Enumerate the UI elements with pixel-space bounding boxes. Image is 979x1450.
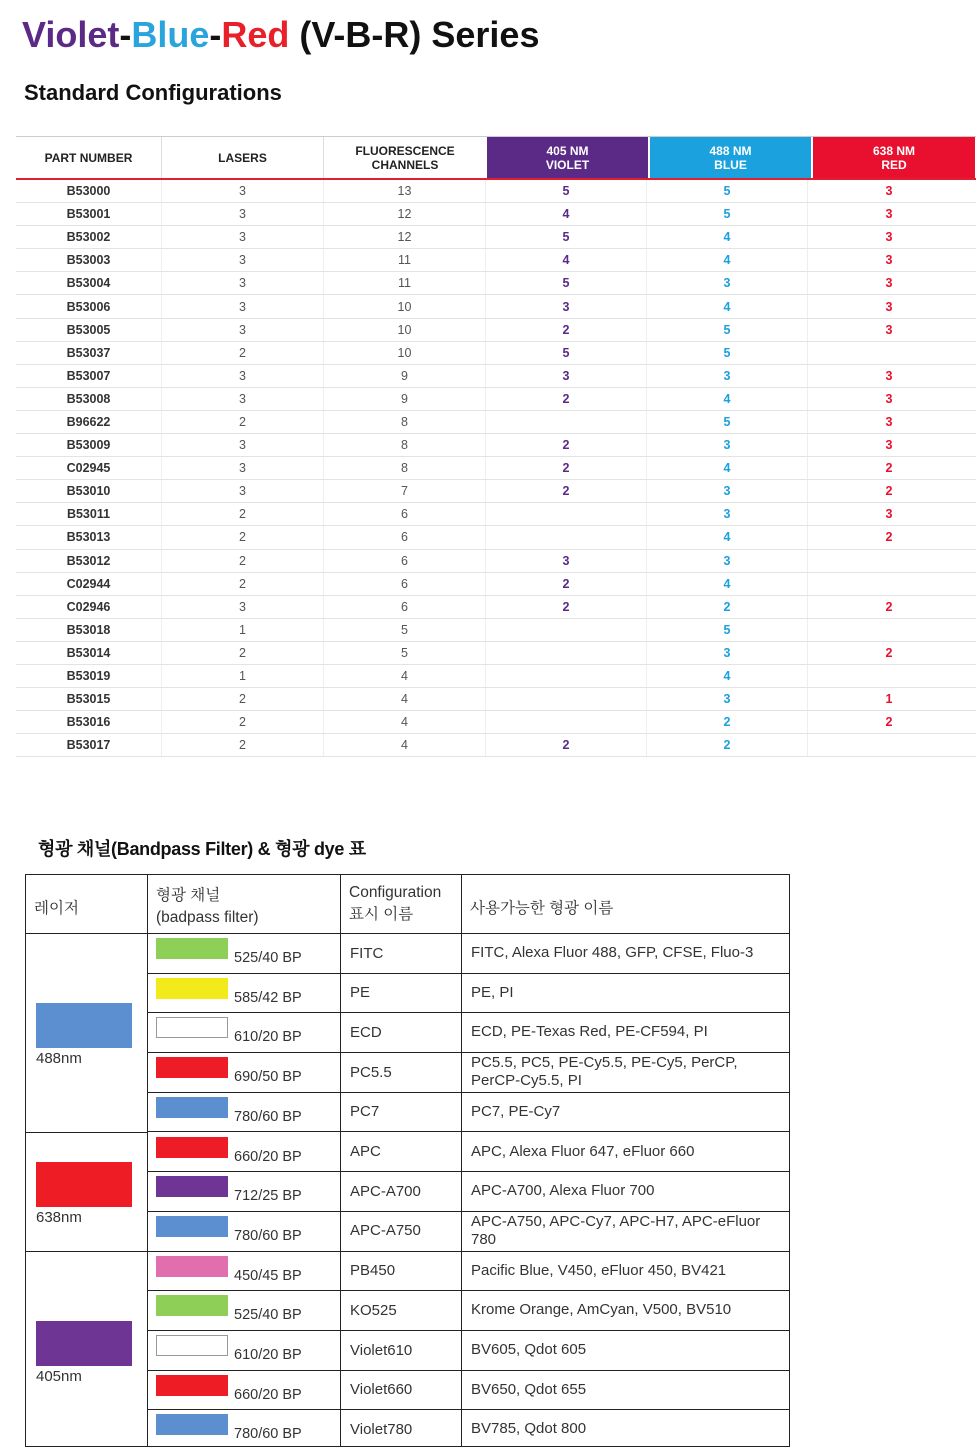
filter-row: [148, 1410, 789, 1450]
filter-bandpass: 780/60 BP: [234, 1108, 302, 1125]
header-405nm-violet: [487, 137, 648, 178]
header-red-line2: RED: [881, 157, 907, 172]
filter-config-name: APC-A750: [350, 1222, 421, 1240]
filter-color-swatch: [156, 1137, 228, 1158]
filter-config-name: Violet780: [350, 1420, 413, 1438]
filter-config-name: PB450: [350, 1262, 396, 1280]
cell-channels: 10: [324, 342, 486, 364]
filter-color-swatch: [156, 978, 228, 999]
cell-lasers: 3: [162, 319, 324, 341]
cell-channels: 11: [324, 249, 486, 271]
laser-color-swatch: [36, 1321, 132, 1366]
cell-red: 3: [885, 391, 893, 406]
table-row: [16, 365, 976, 388]
cell-red: 2: [885, 461, 893, 476]
cell-channels: 10: [324, 295, 486, 317]
cell-lasers: 3: [162, 203, 324, 225]
filter-color-swatch: [156, 1216, 228, 1237]
filter-bandpass: 780/60 BP: [234, 1426, 302, 1443]
filter-row: [148, 1133, 789, 1173]
cell-lasers: 3: [162, 249, 324, 271]
filter-color-swatch: [156, 938, 228, 959]
cell-lasers: 3: [162, 365, 324, 387]
cell-blue: 3: [647, 688, 808, 710]
cell-red: 3: [885, 230, 893, 245]
filter-bandpass: 610/20 BP: [234, 1347, 302, 1363]
cell-violet: [486, 665, 647, 687]
laser-label: 488nm: [36, 1050, 82, 1068]
cell-violet: 3: [486, 295, 647, 317]
header-violet-line2: VIOLET: [545, 157, 590, 172]
cell-part-number: B53019: [16, 665, 162, 687]
filter-dyes: PC5.5, PC5, PE-Cy5.5, PE-Cy5, PerCP, PerCP-Cy5.5, PI: [471, 1054, 738, 1090]
table-row: [16, 226, 976, 249]
header-part-number: PART NUMBER: [16, 137, 162, 178]
cell-channels: 11: [324, 272, 486, 294]
filter-bandpass: 660/20 BP: [234, 1386, 302, 1403]
table-row: [16, 734, 976, 757]
cell-red: 3: [885, 276, 893, 291]
table-row: [16, 295, 976, 318]
cell-lasers: 2: [162, 688, 324, 710]
cell-red: 3: [885, 253, 893, 268]
filter-config-name: PC5.5: [350, 1063, 392, 1081]
filter-bandpass: 660/20 BP: [234, 1148, 302, 1165]
cell-channels: 9: [324, 365, 486, 387]
configurations-table: [16, 136, 976, 757]
title-rest: (V-B-R) Series: [289, 14, 540, 55]
title-red: Red: [221, 14, 290, 55]
cell-channels: 4: [324, 665, 486, 687]
header-channel: [148, 875, 341, 933]
cell-blue: 4: [647, 526, 808, 548]
cell-red: 3: [885, 207, 893, 222]
cell-part-number: B53005: [16, 319, 162, 341]
cell-channels: 5: [324, 642, 486, 664]
filter-config-name: FITC: [350, 944, 384, 962]
header-fluor-line2: CHANNELS: [371, 157, 439, 172]
cell-violet: 2: [486, 480, 647, 502]
header-blue-line1: 488 NM: [709, 143, 752, 158]
cell-blue: 4: [647, 295, 808, 317]
cell-lasers: 1: [162, 619, 324, 641]
cell-violet: [486, 503, 647, 525]
table-row: [16, 342, 976, 365]
cell-lasers: 2: [162, 642, 324, 664]
cell-part-number: B53017: [16, 734, 162, 756]
cell-violet: 2: [486, 573, 647, 595]
header-638nm-red: [813, 137, 975, 178]
cell-violet: [486, 711, 647, 733]
cell-part-number: B53009: [16, 434, 162, 456]
cell-red: [808, 573, 970, 595]
title-blue: Blue: [131, 14, 210, 55]
header-config-line1: Configuration: [349, 884, 442, 901]
cell-channels: 13: [324, 180, 486, 202]
cell-red: 2: [885, 599, 893, 614]
filter-row: [148, 1371, 789, 1411]
filter-config-name: PC7: [350, 1103, 380, 1121]
cell-blue: 2: [647, 734, 808, 756]
filter-config-name: ECD: [350, 1023, 382, 1041]
header-fluorescence-channels: [324, 137, 486, 178]
cell-blue: 3: [647, 480, 808, 502]
cell-lasers: 3: [162, 434, 324, 456]
cell-lasers: 3: [162, 295, 324, 317]
header-channel-line1: 형광 채널: [156, 887, 221, 904]
cell-violet: [486, 411, 647, 433]
cell-blue: 3: [647, 365, 808, 387]
cell-blue: 3: [647, 434, 808, 456]
filter-dyes: APC, Alexa Fluor 647, eFluor 660: [471, 1142, 695, 1160]
filter-dyes: BV650, Qdot 655: [471, 1380, 587, 1398]
table-row: [16, 665, 976, 688]
cell-part-number: B53014: [16, 642, 162, 664]
table-row: [16, 573, 976, 596]
cell-part-number: B53016: [16, 711, 162, 733]
cell-lasers: 3: [162, 596, 324, 618]
cell-part-number: B53012: [16, 550, 162, 572]
filter-dyes: FITC, Alexa Fluor 488, GFP, CFSE, Fluo-3: [471, 944, 754, 961]
header-red-line1: 638 NM: [872, 143, 916, 158]
cell-violet: 4: [486, 203, 647, 225]
table-row: [16, 619, 976, 642]
filter-config-name: APC: [350, 1143, 381, 1160]
cell-blue: 2: [647, 711, 808, 733]
header-channel-line2: (badpass filter): [156, 909, 259, 926]
cell-blue: 5: [647, 342, 808, 364]
cell-blue: 3: [647, 550, 808, 572]
cell-channels: 10: [324, 319, 486, 341]
cell-channels: 8: [324, 411, 486, 433]
filter-bandpass: 712/25 BP: [234, 1188, 302, 1205]
cell-violet: 2: [486, 457, 647, 479]
cell-violet: [486, 619, 647, 641]
cell-lasers: 1: [162, 665, 324, 687]
header-configuration: [341, 875, 462, 933]
cell-blue: 4: [647, 226, 808, 248]
cell-blue: 4: [647, 388, 808, 410]
filter-color-swatch: [156, 1097, 228, 1118]
cell-violet: 3: [486, 365, 647, 387]
filter-config-name: Violet660: [350, 1381, 413, 1399]
filter-dyes: PC7, PE-Cy7: [471, 1102, 561, 1120]
filter-dye-table: [25, 874, 790, 1447]
cell-lasers: 3: [162, 180, 324, 202]
filter-row: [148, 1013, 789, 1053]
filter-row: [148, 974, 789, 1014]
filter-dyes: Pacific Blue, V450, eFluor 450, BV421: [471, 1261, 727, 1279]
cell-lasers: 2: [162, 734, 324, 756]
cell-violet: 5: [486, 180, 647, 202]
header-lasers: LASERS: [162, 137, 324, 178]
table-row: [16, 480, 976, 503]
cell-red: 3: [885, 184, 893, 199]
laser-group: [26, 1133, 148, 1252]
cell-red: 2: [885, 715, 893, 730]
table-row: [16, 180, 976, 203]
header-config-line2: 표시 이름: [349, 906, 414, 923]
title-dash: -: [209, 14, 222, 55]
laser-label: 405nm: [36, 1367, 82, 1385]
cell-lasers: 2: [162, 411, 324, 433]
filter-config-name: APC-A700: [350, 1182, 421, 1200]
filter-dyes: PE, PI: [471, 983, 514, 1001]
filter-config-name: PE: [350, 984, 371, 1002]
filter-color-swatch: [156, 1414, 228, 1435]
filter-row: [148, 1172, 789, 1212]
filter-color-swatch: [156, 1017, 228, 1038]
section-title-filter-dye: 형광 채널(Bandpass Filter) & 형광 dye 표: [38, 839, 366, 859]
cell-part-number: B53018: [16, 619, 162, 641]
table-row: [16, 434, 976, 457]
cell-violet: 2: [486, 319, 647, 341]
laser-color-swatch: [36, 1162, 132, 1207]
cell-blue: 2: [647, 596, 808, 618]
table-row: [16, 711, 976, 734]
table-row: [16, 642, 976, 665]
laser-group: [26, 934, 148, 1133]
filter-bandpass: 525/40 BP: [234, 950, 302, 966]
cell-channels: 6: [324, 550, 486, 572]
table-row: [16, 503, 976, 526]
filter-config-name: KO525: [350, 1301, 397, 1319]
cell-part-number: B53006: [16, 295, 162, 317]
cell-violet: 2: [486, 734, 647, 756]
cell-channels: 6: [324, 503, 486, 525]
cell-part-number: B53001: [16, 203, 162, 225]
cell-blue: 5: [647, 411, 808, 433]
header-488nm-blue: [650, 137, 811, 178]
cell-blue: 4: [647, 249, 808, 271]
cell-part-number: B53013: [16, 526, 162, 548]
filter-dyes: ECD, PE-Texas Red, PE-CF594, PI: [471, 1023, 708, 1041]
cell-violet: 2: [486, 434, 647, 456]
cell-red: 1: [885, 692, 893, 707]
cell-lasers: 3: [162, 388, 324, 410]
filter-dyes: BV605, Qdot 605: [471, 1341, 587, 1358]
cell-channels: 4: [324, 688, 486, 710]
filter-row: [148, 1331, 789, 1371]
cell-red: 3: [885, 507, 893, 522]
cell-violet: 5: [486, 342, 647, 364]
cell-channels: 8: [324, 434, 486, 456]
cell-blue: 5: [647, 319, 808, 341]
cell-channels: 8: [324, 457, 486, 479]
filter-color-swatch: [156, 1335, 228, 1356]
filter-dyes: APC-A700, Alexa Fluor 700: [471, 1182, 655, 1200]
cell-channels: 6: [324, 573, 486, 595]
cell-red: 3: [885, 299, 893, 314]
laser-label: 638nm: [36, 1209, 82, 1227]
cell-channels: 5: [324, 619, 486, 641]
cell-red: 3: [885, 322, 893, 337]
cell-lasers: 2: [162, 711, 324, 733]
filter-dyes: Krome Orange, AmCyan, V500, BV510: [471, 1301, 732, 1319]
section-title-standard-configurations: Standard Configurations: [24, 80, 282, 105]
filter-color-swatch: [156, 1057, 228, 1078]
filter-row: [148, 1291, 789, 1331]
cell-red: 3: [885, 368, 893, 383]
filter-color-swatch: [156, 1256, 228, 1277]
table-row: [16, 688, 976, 711]
cell-blue: 3: [647, 503, 808, 525]
filter-color-swatch: [156, 1295, 228, 1316]
title-dash: -: [119, 14, 132, 55]
cell-blue: 3: [647, 642, 808, 664]
cell-lasers: 2: [162, 342, 324, 364]
cell-violet: 5: [486, 226, 647, 248]
cell-channels: 4: [324, 711, 486, 733]
configurations-table-body: [16, 180, 976, 757]
cell-violet: 5: [486, 272, 647, 294]
cell-channels: 12: [324, 226, 486, 248]
filter-table-header: [26, 875, 789, 934]
header-fluor-line1: FLUORESCENCE: [355, 143, 455, 158]
table-row: [16, 203, 976, 226]
filter-bandpass: 780/60 BP: [234, 1227, 302, 1244]
cell-red: 2: [885, 484, 893, 499]
cell-lasers: 3: [162, 457, 324, 479]
cell-red: [808, 665, 970, 687]
filter-row: [148, 1252, 789, 1292]
header-dyes: 사용가능한 형광 이름: [470, 900, 614, 917]
cell-lasers: 2: [162, 573, 324, 595]
cell-blue: 4: [647, 457, 808, 479]
table-row: [16, 249, 976, 272]
cell-red: 2: [885, 530, 893, 545]
cell-red: [808, 734, 970, 756]
cell-part-number: B53007: [16, 365, 162, 387]
cell-blue: 5: [647, 619, 808, 641]
filter-dyes: BV785, Qdot 800: [471, 1420, 587, 1438]
table-row: [16, 457, 976, 480]
header-laser: 레이저: [34, 900, 79, 917]
filter-row: [148, 1053, 789, 1093]
filter-color-swatch: [156, 1375, 228, 1396]
filter-color-swatch: [156, 1176, 228, 1197]
page-title: [22, 14, 539, 56]
filter-bandpass: 690/50 BP: [234, 1069, 302, 1086]
cell-red: 3: [885, 414, 893, 429]
cell-blue: 4: [647, 573, 808, 595]
table-row: [16, 526, 976, 549]
cell-part-number: B53000: [16, 180, 162, 202]
filter-bandpass: 525/40 BP: [234, 1307, 302, 1324]
cell-part-number: C02945: [16, 457, 162, 479]
cell-red: [808, 550, 970, 572]
cell-channels: 9: [324, 388, 486, 410]
cell-red: 2: [885, 645, 893, 660]
cell-red: [808, 619, 970, 641]
cell-part-number: C02946: [16, 596, 162, 618]
cell-violet: [486, 688, 647, 710]
cell-violet: 2: [486, 596, 647, 618]
cell-lasers: 2: [162, 526, 324, 548]
cell-violet: 4: [486, 249, 647, 271]
cell-violet: [486, 642, 647, 664]
filter-bandpass: 450/45 BP: [234, 1267, 302, 1284]
filter-dyes: APC-A750, APC-Cy7, APC-H7, APC-eFluor 780: [471, 1212, 761, 1248]
cell-channels: 7: [324, 480, 486, 502]
laser-group: [26, 1252, 148, 1450]
cell-lasers: 2: [162, 503, 324, 525]
table-row: [16, 596, 976, 619]
cell-lasers: 3: [162, 226, 324, 248]
cell-violet: [486, 526, 647, 548]
cell-lasers: 3: [162, 272, 324, 294]
cell-channels: 6: [324, 526, 486, 548]
filter-row: [148, 1212, 789, 1252]
cell-lasers: 2: [162, 550, 324, 572]
filter-bandpass: 610/20 BP: [234, 1029, 302, 1046]
cell-part-number: B53011: [16, 503, 162, 525]
table-row: [16, 388, 976, 411]
header-violet-line1: 405 NM: [546, 143, 589, 158]
configurations-table-header: [16, 136, 976, 180]
table-row: [16, 550, 976, 573]
filter-row: [148, 1093, 789, 1133]
cell-blue: 5: [647, 180, 808, 202]
cell-part-number: B53004: [16, 272, 162, 294]
table-row: [16, 319, 976, 342]
cell-red: [808, 342, 970, 364]
cell-part-number: B53015: [16, 688, 162, 710]
cell-part-number: B53037: [16, 342, 162, 364]
cell-violet: 3: [486, 550, 647, 572]
table-row: [16, 272, 976, 295]
filter-config-name: Violet610: [350, 1341, 413, 1359]
laser-color-swatch: [36, 1003, 132, 1048]
filter-row: [148, 934, 789, 974]
cell-part-number: B53003: [16, 249, 162, 271]
cell-channels: 4: [324, 734, 486, 756]
title-violet: Violet: [22, 14, 120, 55]
cell-channels: 12: [324, 203, 486, 225]
cell-part-number: B53002: [16, 226, 162, 248]
cell-lasers: 3: [162, 480, 324, 502]
cell-channels: 6: [324, 596, 486, 618]
cell-part-number: B96622: [16, 411, 162, 433]
cell-red: 3: [885, 438, 893, 453]
cell-part-number: B53010: [16, 480, 162, 502]
cell-blue: 5: [647, 203, 808, 225]
cell-violet: 2: [486, 388, 647, 410]
cell-blue: 4: [647, 665, 808, 687]
cell-part-number: B53008: [16, 388, 162, 410]
cell-blue: 3: [647, 272, 808, 294]
table-row: [16, 411, 976, 434]
header-blue-line2: BLUE: [714, 157, 747, 172]
cell-part-number: C02944: [16, 573, 162, 595]
filter-bandpass: 585/42 BP: [234, 989, 302, 1006]
